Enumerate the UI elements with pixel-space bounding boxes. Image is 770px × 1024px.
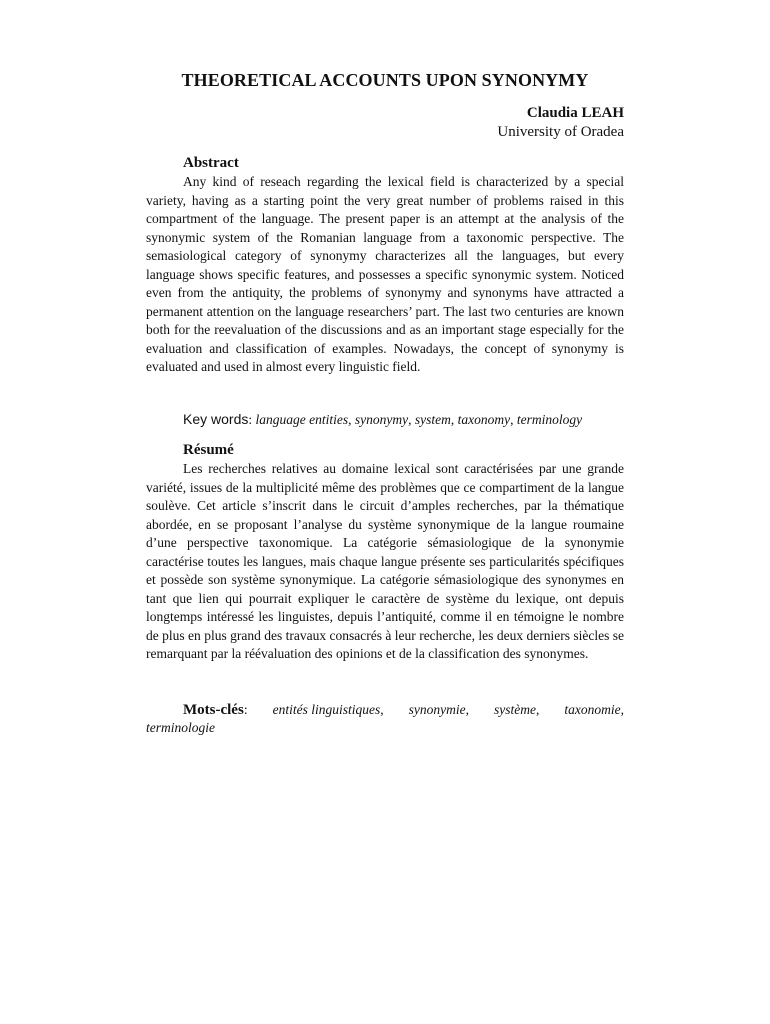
mot-cle: entités linguistiques [272, 702, 381, 717]
resume-heading: Résumé [183, 442, 234, 458]
keyword: synonymy [354, 412, 409, 427]
mots-cles-label: Mots-clés [183, 702, 244, 718]
abstract-text: Any kind of reseach regarding the lexical field is characterized by a special variety, having as a starting point the very great number of problems raised in this compartment of the language. The present paper is an attempt at the analysis of the synonymic system of the Romanian language from a taxonomic perspective. The semasiological category of synonymy characterizes all the languages, but every language shows specific features, and possesses a specific synonymic system. Noticed even from the antiquity, the problems of synonymy and synonyms have attracted a permanent attention on the language researchers’ part. The last two centuries are known both for the reevaluation of the discussions and as an important stage especially for the evaluation and classification of examples. Nowadays, the concept of synonymy is evaluated and used in almost every linguistic field. [146, 174, 624, 374]
mots-cles-block [146, 701, 624, 736]
paper-title: THEORETICAL ACCOUNTS UPON SYNONYMY [181, 70, 589, 90]
mot-cle: synonymie [408, 702, 466, 717]
abstract-heading: Abstract [183, 155, 239, 171]
resume-text: Les recherches relatives au domaine lexical sont caractérisées par une grande variété, issues de la multiplicité même des problèmes que ce compartiment de la langue soulève. Cet article s’inscrit dans le circuit d’amples recherches, par la thématique abordée, en se proposant l’analyse du système synonymique de la langue roumaine d’une perspective taxonomique. La catégorie sémasiologique de la synonymie caractérise toutes les langues, mais chaque langue présente ses particularités spécifiques et possède son système synonymique. La catégorie sémasiologique des synonymes en tant que lien qui pourrait expliquer le caractère de système du lexique, ont depuis longtemps intéressé les linguistes, depuis l’antiquité, comme il en témoigne le nombre de plus en plus grand des travaux consacrés à leur recherche, les deux derniers siècles se remarquant par la réévaluation des opinions et de la classification des synonymes. [146, 461, 624, 661]
author-affiliation: University of Oradea [497, 124, 624, 140]
resume-section [146, 441, 624, 664]
keywords-line: Key words: language entities, synonymy, system, taxonomy, terminology [183, 411, 583, 427]
keyword: taxonomy [457, 412, 511, 427]
mot-cle: terminologie [146, 720, 215, 735]
mots-cles-line: Mots-clés: entités linguistiques, synonymie, système, taxonomie, [183, 702, 624, 718]
abstract-section [146, 154, 624, 377]
mot-cle: système [493, 702, 536, 717]
author-name: Claudia LEAH [526, 105, 624, 121]
keyword: language entities [255, 412, 349, 427]
mot-cle: taxonomie [564, 702, 621, 717]
author-block [497, 104, 624, 142]
keyword: system [414, 412, 451, 427]
keywords-label: Key words [183, 411, 249, 427]
keyword: terminology [516, 412, 583, 427]
